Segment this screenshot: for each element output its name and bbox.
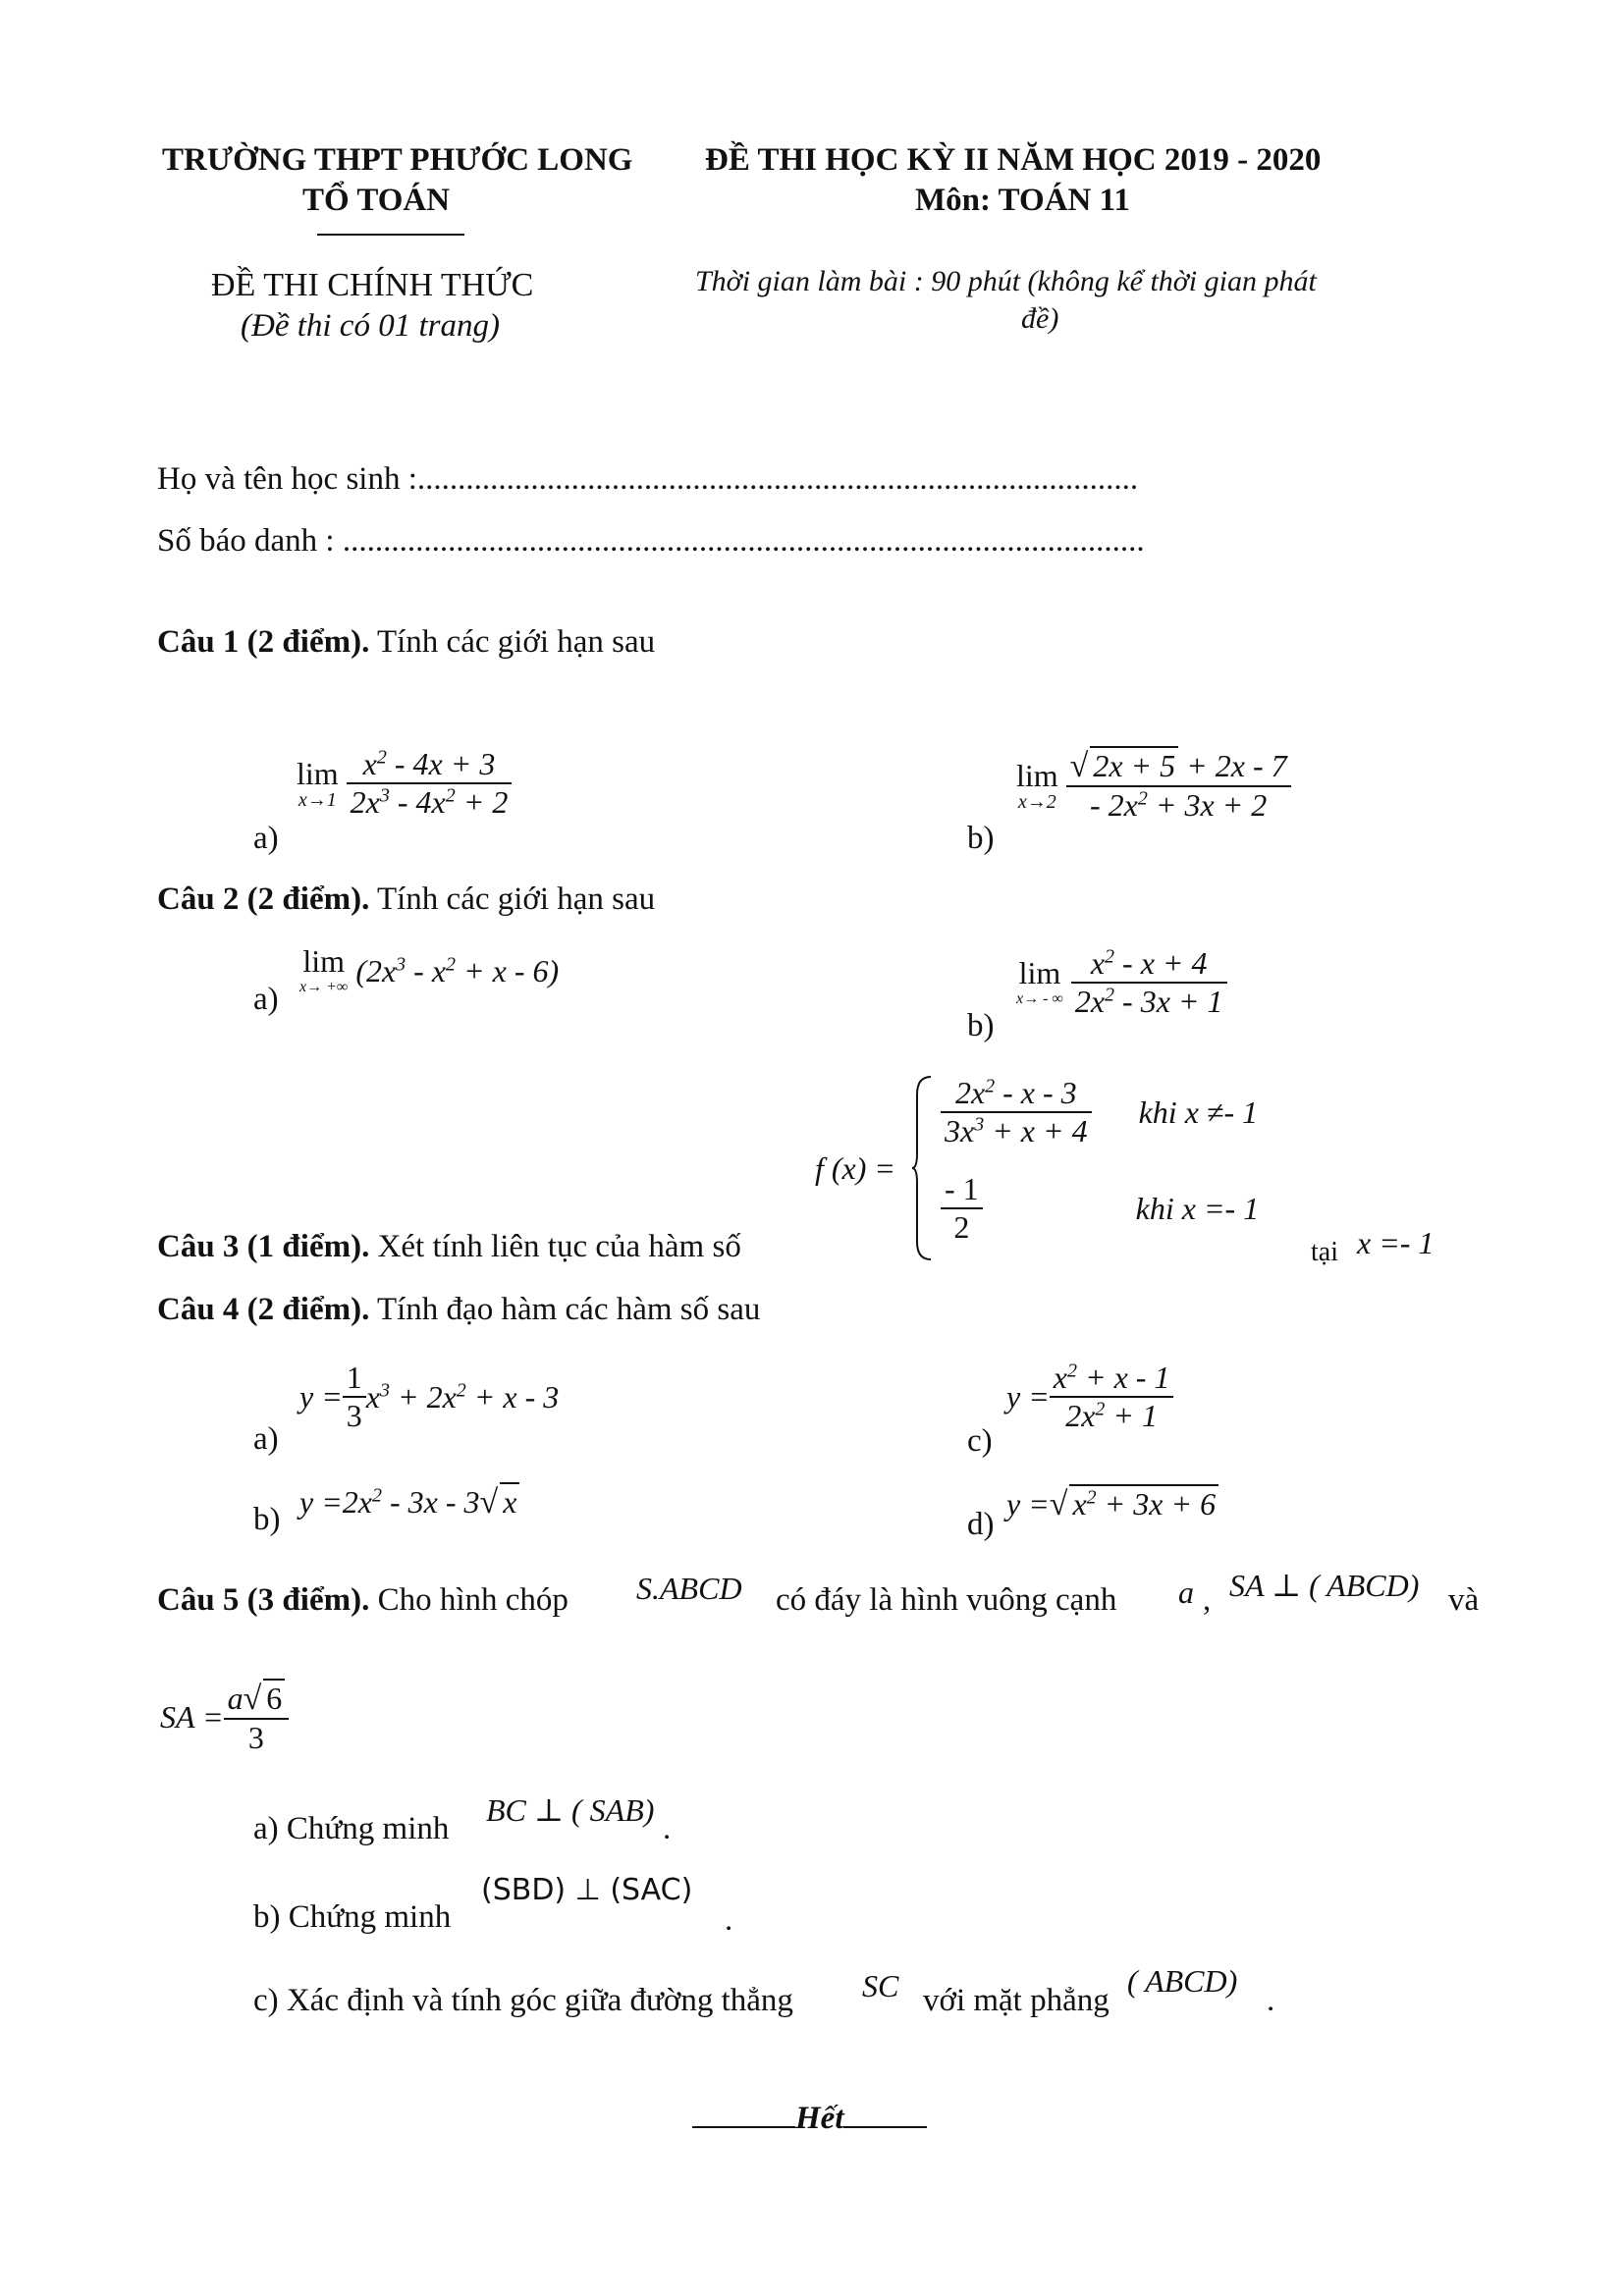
q5c-plane: ( ABCD) — [1127, 1963, 1238, 1999]
question-2-title: Câu 2 (2 điểm). — [157, 881, 370, 917]
end-text: Hết — [795, 2101, 844, 2136]
q5c-period: . — [1267, 1983, 1275, 2018]
question-1-heading — [157, 624, 655, 661]
time-note-cont: đề) — [1021, 302, 1059, 335]
question-1-text: Tính các giới hạn sau — [369, 624, 656, 660]
q5-perp: SA ⊥ ( ABCD) — [1229, 1568, 1420, 1603]
q1a-expression: lim x→1 $\frac{x^2 - 4x + 3}{2x^3 - 4x^2 + 2}$ — [297, 746, 512, 821]
q4a-label: a) — [253, 1421, 279, 1457]
question-3-text: Xét tính liên tục của hàm số — [369, 1229, 741, 1264]
q5b-period: . — [725, 1902, 733, 1938]
exam-title: ĐỀ THI HỌC KỲ II NĂM HỌC 2019 - 2020 — [705, 142, 1322, 178]
q5-and: và — [1448, 1582, 1480, 1618]
brace-icon — [911, 1075, 933, 1261]
q1a-label: a) — [253, 821, 279, 856]
q5-base-text: có đáy là hình vuông cạnh — [776, 1582, 1117, 1618]
q4c-label: c) — [967, 1423, 993, 1459]
q5-comma: , — [1203, 1582, 1212, 1618]
q4d-label: d) — [967, 1507, 995, 1542]
q5b-expression: (SBD) ⊥ (SAC) — [481, 1873, 693, 1907]
q3-at-label: tại — [1311, 1237, 1338, 1267]
time-note: Thời gian làm bài : 90 phút (không kể thời gian phát — [695, 265, 1317, 297]
question-3-heading — [157, 1229, 741, 1265]
q2b-label: b) — [967, 1008, 995, 1043]
department: TỔ TOÁN — [302, 183, 451, 218]
q5a-text: a) Chứng minh — [253, 1811, 450, 1846]
question-4-title: Câu 4 (2 điểm). — [157, 1292, 370, 1327]
subject: Môn: TOÁN 11 — [915, 183, 1130, 218]
question-5-text: Cho hình chóp — [369, 1582, 568, 1618]
q4c-expression: y = $\frac{x^2 + x - 1}{2x^2 + 1}$ — [1006, 1360, 1173, 1434]
q5c-line: SC — [862, 1968, 899, 2003]
question-2-heading — [157, 881, 655, 918]
question-2-text: Tính các giới hạn sau — [369, 881, 656, 917]
q5-sa-value: SA = $\frac{a√ 6}{3}$ — [160, 1679, 289, 1756]
question-5-heading — [157, 1582, 568, 1619]
question-4-heading — [157, 1292, 760, 1328]
q5a-expression: BC ⊥ ( SAB) — [486, 1792, 655, 1828]
q4a-expression: y = $\frac{1}{3}$ $x^3 + 2x^2 + x - 3$ — [299, 1360, 560, 1433]
q4d-expression: y =√ $x^2 + 3x + 6$ — [1006, 1484, 1218, 1523]
q2b-expression: lim x→ - ∞ $\frac{x^2 - x + 4}{2x^2 - 3x + 1}$ — [1016, 945, 1227, 1020]
question-5-title: Câu 5 (3 điểm). — [157, 1582, 370, 1618]
q5b-text: b) Chứng minh — [253, 1899, 452, 1935]
q5-side-a: a — [1178, 1575, 1194, 1610]
q5c-text: c) Xác định và tính góc giữa đường thẳng — [253, 1983, 793, 2018]
student-id-line: Số báo danh : ................................................................................................... — [157, 523, 1145, 559]
header-divider — [317, 234, 464, 236]
q2a-expression: lim x→ +∞ $(2x^3 - x^2 + x - 6)$ — [299, 943, 560, 995]
q2a-label: a) — [253, 982, 279, 1017]
q4b-label: b) — [253, 1502, 281, 1537]
official-label: ĐỀ THI CHÍNH THỨC — [211, 267, 534, 303]
student-name-line: Họ và tên học sinh :......................................................................................... — [157, 461, 1139, 497]
q3-point: x =- 1 — [1357, 1225, 1435, 1260]
q5a-period: . — [663, 1811, 672, 1846]
q5c-plane-text: với mặt phẳng — [923, 1983, 1110, 2018]
end-marker — [692, 2101, 927, 2137]
q1b-label: b) — [967, 821, 995, 856]
question-1-title: Câu 1 (2 điểm). — [157, 624, 370, 660]
q4b-expression: $y =2x^2 - 3x - 3√$ x — [299, 1482, 519, 1522]
question-4-text: Tính đạo hàm các hàm số sau — [369, 1292, 761, 1327]
pages-note: (Đề thi có 01 trang) — [241, 308, 500, 344]
q5-pyramid: S.ABCD — [636, 1571, 742, 1606]
school-name: TRƯỜNG THPT PHƯỚC LONG — [162, 142, 633, 178]
q3-function: f (x) = $\frac{2x^2 - x - 3}{3x^3 + x + 4}$ khi x ≠- 1 $\frac{- 1}{2}$ khi x =- 1 — [815, 1075, 1259, 1261]
q1b-expression: lim x→2 $\frac{√ 2x + 5 + 2x - 7}{- 2x^2 + 3x + 2}$ — [1016, 746, 1291, 824]
question-3-title: Câu 3 (1 điểm). — [157, 1229, 370, 1264]
